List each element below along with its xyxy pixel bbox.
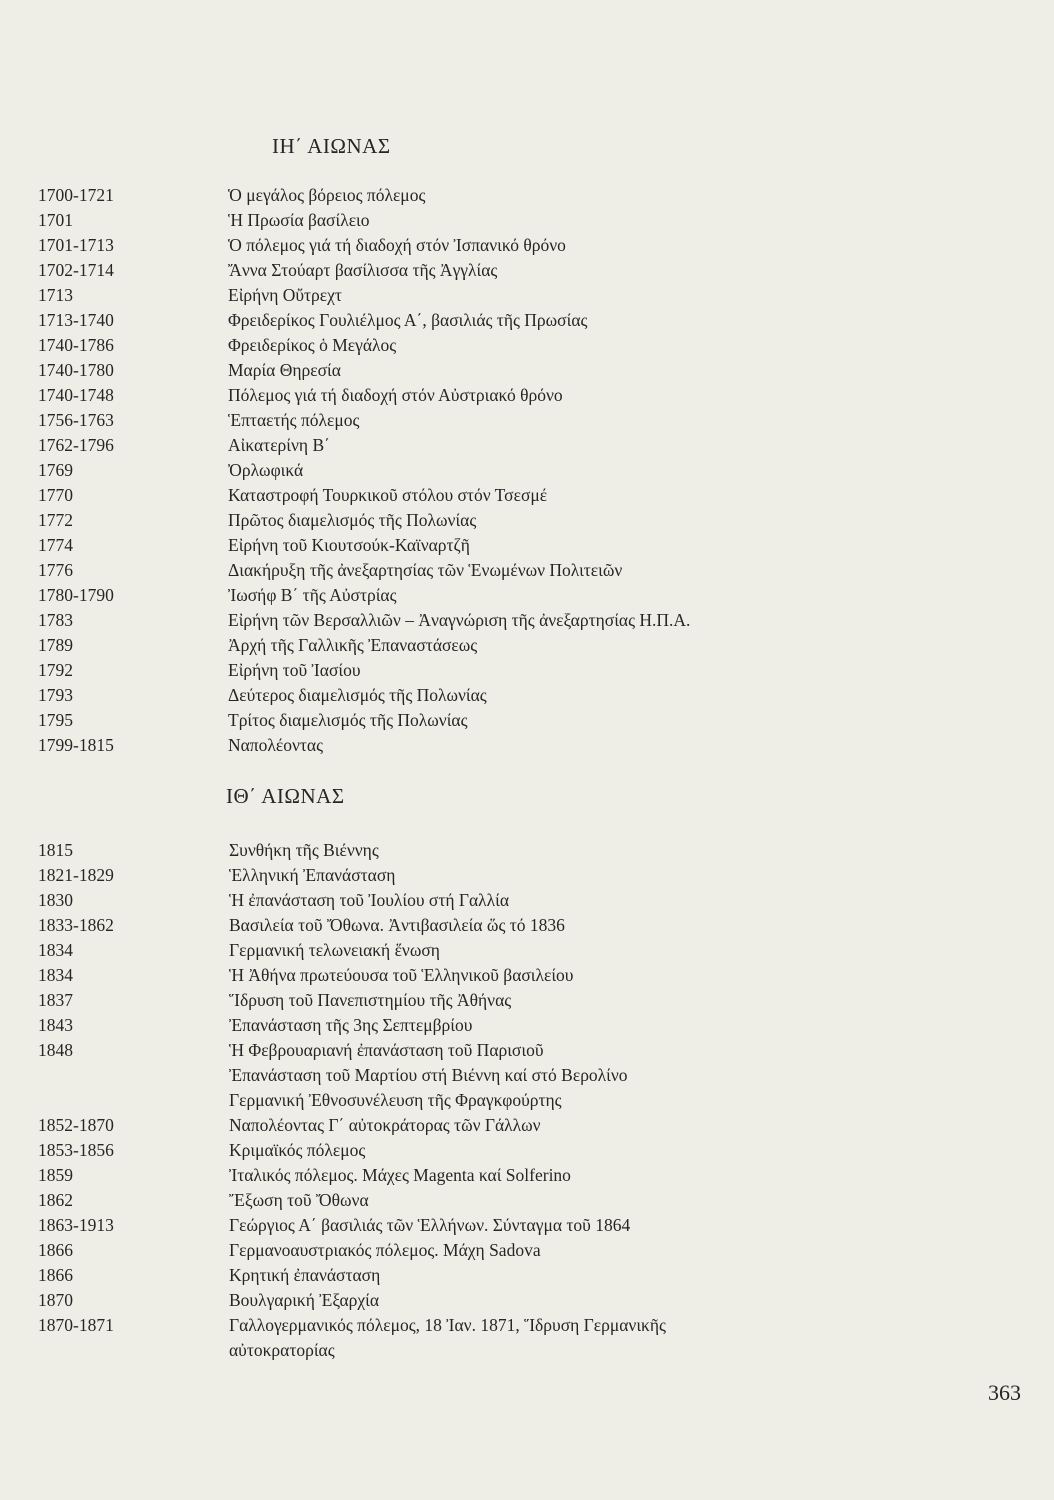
timeline-year: 1701-1713 — [38, 235, 114, 255]
timeline-year: 1795 — [38, 710, 73, 730]
timeline-year: 1769 — [38, 460, 73, 480]
timeline-row — [0, 433, 1054, 458]
timeline-event: Καταστροφή Τουρκικοῦ στόλου στόν Τσεσμέ — [228, 485, 548, 505]
timeline-row — [0, 1163, 1054, 1188]
timeline-event: Εἰρήνη τῶν Βερσαλλιῶν – Ἀναγνώριση τῆς ἀνεξαρτησίας Η.Π.Α. — [228, 610, 691, 630]
timeline-year: 1772 — [38, 510, 73, 530]
timeline-row — [0, 838, 1054, 863]
timeline-event: Ναπολέοντας — [228, 735, 324, 755]
timeline-year: 1834 — [38, 965, 73, 985]
timeline-row — [0, 1063, 1054, 1088]
timeline-row — [0, 208, 1054, 233]
timeline-row — [0, 283, 1054, 308]
timeline-event: Βουλγαρική Ἐξαρχία — [229, 1290, 380, 1310]
timeline-event: Δεύτερος διαμελισμός τῆς Πολωνίας — [228, 685, 487, 705]
timeline-row — [0, 1338, 1054, 1363]
timeline-event: Ὀρλωφικά — [228, 460, 304, 480]
timeline-row — [0, 308, 1054, 333]
timeline-row — [0, 1288, 1054, 1313]
timeline-year: 1866 — [38, 1265, 73, 1285]
timeline-row — [0, 1238, 1054, 1263]
timeline-year: 1821-1829 — [38, 865, 114, 885]
timeline-year: 1740-1786 — [38, 335, 114, 355]
timeline-year: 1863-1913 — [38, 1215, 114, 1235]
timeline-year: 1713 — [38, 285, 73, 305]
timeline-event: Ἡ Πρωσία βασίλειο — [228, 210, 370, 230]
timeline-event: Φρειδερίκος ὁ Μεγάλος — [228, 335, 397, 355]
timeline-event: Ναπολέοντας Γ΄ αὐτοκράτορας τῶν Γάλλων — [229, 1115, 541, 1135]
timeline-event: Ἰωσήφ Β΄ τῆς Αὐστρίας — [228, 585, 397, 605]
timeline-event: Γερμανική Ἐθνοσυνέλευση τῆς Φραγκφούρτης — [229, 1090, 562, 1110]
timeline-row — [0, 863, 1054, 888]
timeline-event: Κρητική ἐπανάσταση — [229, 1265, 381, 1285]
timeline-year: 1837 — [38, 990, 73, 1010]
timeline-year: 1762-1796 — [38, 435, 114, 455]
timeline-row — [0, 1013, 1054, 1038]
timeline-event: Ἵδρυση τοῦ Πανεπιστημίου τῆς Ἀθήνας — [229, 990, 512, 1010]
timeline-year: 1774 — [38, 535, 73, 555]
timeline-row — [0, 938, 1054, 963]
timeline-year: 1866 — [38, 1240, 73, 1260]
timeline-event: Κριμαϊκός πόλεμος — [229, 1140, 366, 1160]
timeline-year: 1793 — [38, 685, 73, 705]
timeline-row — [0, 183, 1054, 208]
timeline-row — [0, 533, 1054, 558]
timeline-event: Φρειδερίκος Γουλιέλμος Α΄, βασιλιάς τῆς Πρωσίας — [228, 310, 588, 330]
timeline-event: Διακήρυξη τῆς ἀνεξαρτησίας τῶν Ἑνωμένων Πολιτειῶν — [228, 560, 623, 580]
timeline-year: 1770 — [38, 485, 73, 505]
timeline-event: Γερμανική τελωνειακή ἕνωση — [229, 940, 440, 960]
timeline-event: Μαρία Θηρεσία — [228, 360, 341, 380]
timeline-event: Εἰρήνη Οὔτρεχτ — [228, 285, 342, 305]
timeline-list-18th-century — [0, 183, 1054, 758]
timeline-row — [0, 913, 1054, 938]
timeline-year: 1870 — [38, 1290, 73, 1310]
timeline-event: Ἑπταετής πόλεμος — [228, 410, 360, 430]
timeline-row — [0, 988, 1054, 1013]
timeline-year: 1815 — [38, 840, 73, 860]
timeline-row — [0, 1113, 1054, 1138]
timeline-row — [0, 333, 1054, 358]
timeline-row — [0, 458, 1054, 483]
timeline-year: 1870-1871 — [38, 1315, 114, 1335]
timeline-event: Ἐπανάσταση τοῦ Μαρτίου στή Βιέννη καί στό Βερολίνο — [229, 1065, 628, 1085]
timeline-row — [0, 583, 1054, 608]
timeline-event: Ἀρχή τῆς Γαλλικῆς Ἐπαναστάσεως — [228, 635, 478, 655]
timeline-event: αὐτοκρατορίας — [229, 1340, 335, 1360]
timeline-year: 1700-1721 — [38, 185, 114, 205]
timeline-row — [0, 608, 1054, 633]
timeline-event: Βασιλεία τοῦ Ὄθωνα. Ἀντιβασιλεία ὥς τό 1836 — [229, 915, 565, 935]
timeline-year: 1789 — [38, 635, 73, 655]
timeline-row — [0, 1088, 1054, 1113]
timeline-event: Γεώργιος Α΄ βασιλιάς τῶν Ἑλλήνων. Σύνταγμα τοῦ 1864 — [229, 1215, 631, 1235]
timeline-row — [0, 733, 1054, 758]
timeline-event: Εἰρήνη τοῦ Κιουτσούκ-Καϊναρτζῆ — [228, 535, 470, 555]
timeline-event: Γερμανοαυστριακός πόλεμος. Μάχη Sadova — [229, 1240, 541, 1260]
timeline-event: Ἐπανάσταση τῆς 3ης Σεπτεμβρίου — [229, 1015, 473, 1035]
timeline-year: 1701 — [38, 210, 73, 230]
timeline-year: 1776 — [38, 560, 73, 580]
timeline-event: Ὁ μεγάλος βόρειος πόλεμος — [228, 185, 426, 205]
timeline-row — [0, 508, 1054, 533]
timeline-row — [0, 358, 1054, 383]
timeline-row — [0, 233, 1054, 258]
timeline-row — [0, 888, 1054, 913]
timeline-row — [0, 963, 1054, 988]
timeline-year: 1862 — [38, 1190, 73, 1210]
timeline-year: 1713-1740 — [38, 310, 114, 330]
timeline-row — [0, 1263, 1054, 1288]
timeline-year: 1740-1748 — [38, 385, 114, 405]
timeline-event: Εἰρήνη τοῦ Ἰασίου — [228, 660, 361, 680]
timeline-event: Συνθήκη τῆς Βιέννης — [229, 840, 379, 860]
timeline-event: Τρίτος διαμελισμός τῆς Πολωνίας — [228, 710, 468, 730]
timeline-year: 1783 — [38, 610, 73, 630]
timeline-year: 1780-1790 — [38, 585, 114, 605]
timeline-event: Ἑλληνική Ἐπανάσταση — [229, 865, 396, 885]
timeline-event: Ἡ Ἀθήνα πρωτεύουσα τοῦ Ἑλληνικοῦ βασιλείου — [229, 965, 574, 985]
timeline-row — [0, 258, 1054, 283]
timeline-event: Πρῶτος διαμελισμός τῆς Πολωνίας — [228, 510, 477, 530]
timeline-year: 1848 — [38, 1040, 73, 1060]
timeline-row — [0, 1188, 1054, 1213]
timeline-event: Ἄννα Στούαρτ βασίλισσα τῆς Ἀγγλίας — [228, 260, 498, 280]
timeline-year: 1853-1856 — [38, 1140, 114, 1160]
timeline-year: 1843 — [38, 1015, 73, 1035]
timeline-row — [0, 408, 1054, 433]
timeline-row — [0, 1313, 1054, 1338]
timeline-event: Ἔξωση τοῦ Ὄθωνα — [229, 1190, 369, 1210]
section-heading-19th-century: ΙΘ΄ ΑΙΩΝΑΣ — [226, 784, 345, 808]
timeline-event: Ἡ ἐπανάσταση τοῦ Ἰουλίου στή Γαλλία — [229, 890, 510, 910]
timeline-year: 1834 — [38, 940, 73, 960]
timeline-row — [0, 1138, 1054, 1163]
timeline-year: 1833-1862 — [38, 915, 114, 935]
timeline-year: 1740-1780 — [38, 360, 114, 380]
timeline-row — [0, 483, 1054, 508]
timeline-event: Γαλλογερμανικός πόλεμος, 18 Ἰαν. 1871, Ἵδρυση Γερμανικῆς — [229, 1315, 666, 1335]
timeline-event: Ἰταλικός πόλεμος. Μάχες Magenta καί Solferino — [229, 1165, 571, 1185]
timeline-row — [0, 1038, 1054, 1063]
timeline-event: Ὁ πόλεμος γιά τή διαδοχή στόν Ἰσπανικό θρόνο — [228, 235, 566, 255]
timeline-row — [0, 1213, 1054, 1238]
page-number: 363 — [988, 1380, 1021, 1405]
timeline-year: 1756-1763 — [38, 410, 114, 430]
timeline-event: Πόλεμος γιά τή διαδοχή στόν Αὐστριακό θρόνο — [228, 385, 563, 405]
timeline-year: 1859 — [38, 1165, 73, 1185]
timeline-year: 1799-1815 — [38, 735, 114, 755]
timeline-year: 1830 — [38, 890, 73, 910]
timeline-row — [0, 633, 1054, 658]
timeline-event: Αἰκατερίνη Β΄ — [228, 435, 330, 455]
timeline-list-19th-century — [0, 838, 1054, 1363]
timeline-event: Ἡ Φεβρουαριανή ἐπανάσταση τοῦ Παρισιοῦ — [229, 1040, 544, 1060]
timeline-row — [0, 558, 1054, 583]
timeline-year: 1702-1714 — [38, 260, 114, 280]
timeline-row — [0, 708, 1054, 733]
timeline-row — [0, 683, 1054, 708]
section-heading-18th-century: ΙΗ΄ ΑΙΩΝΑΣ — [272, 134, 391, 158]
timeline-year: 1792 — [38, 660, 73, 680]
timeline-row — [0, 383, 1054, 408]
timeline-row — [0, 658, 1054, 683]
timeline-year: 1852-1870 — [38, 1115, 114, 1135]
